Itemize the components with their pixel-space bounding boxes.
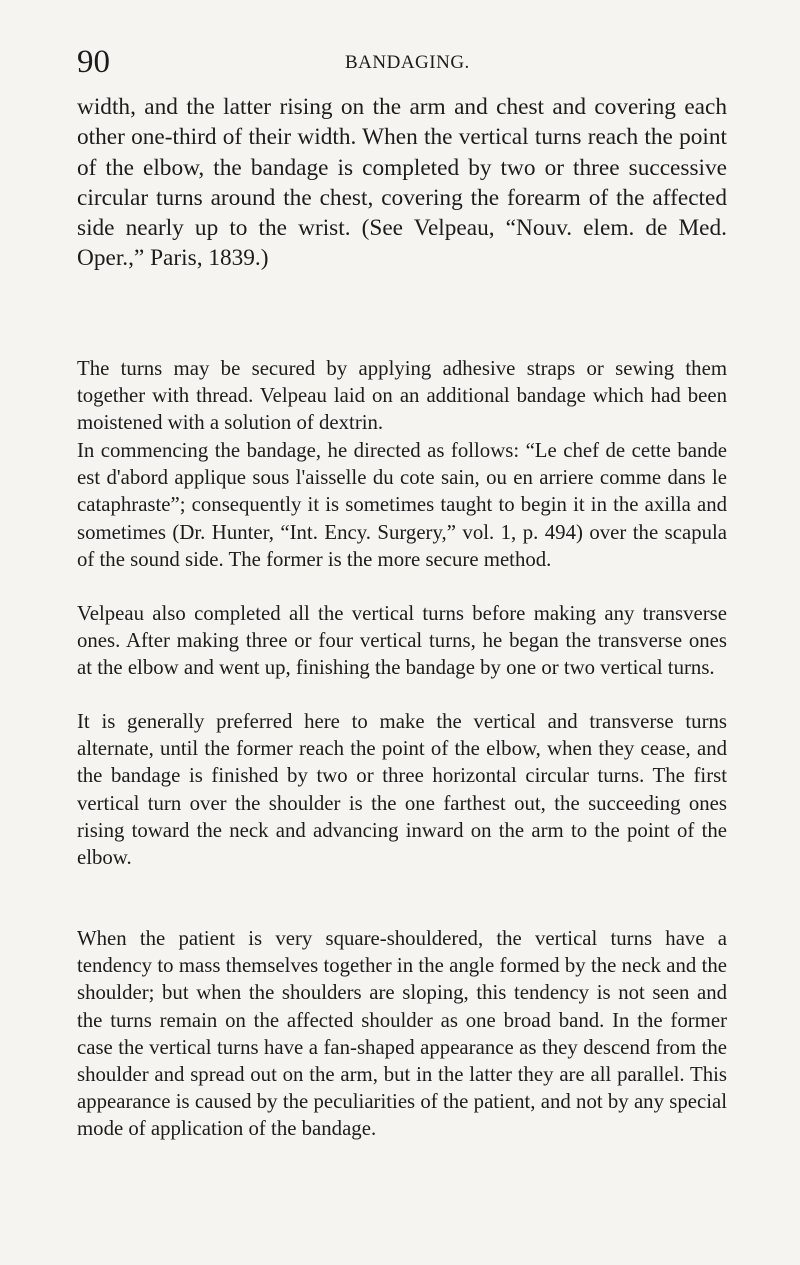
paragraph-securing-turns: The turns may be secured by applying adhesive straps or sewing them together with thread. Velpeau laid on an additional bandage which had been moistened with a solution of dextrin. bbox=[77, 357, 727, 435]
running-title: BANDAGING. bbox=[345, 52, 470, 73]
paragraph-velpeau-method: Velpeau also completed all the vertical turns before making any transverse ones. After making three or four vertical turns, he began the transverse ones at the elbow and went up, finishing the bandage by one or two vertical turns. bbox=[77, 602, 727, 680]
page-number: 90 bbox=[77, 44, 110, 80]
running-head bbox=[0, 40, 800, 80]
paragraph-continuation: width, and the latter rising on the arm and chest and covering each other one-third of their width. When the vertical turns reach the point of the elbow, the bandage is completed by two or three successive circular turns around the chest, covering the forearm of the affected side nearly up to the wrist. (See Velpeau, “Nouv. elem. de Med. Oper.,” Paris, 1839.) bbox=[77, 94, 727, 272]
paragraph-alternate-turns: It is generally preferred here to make the vertical and transverse turns alternate, until the former reach the point of the elbow, when they cease, and the bandage is finished by two or three horizontal circular turns. The first vertical turn over the shoulder is the one farthest out, the succeeding ones rising toward the neck and advancing inward on the arm to the point of the elbow. bbox=[77, 710, 727, 870]
paragraph-patient-shoulders: When the patient is very square-shouldered, the vertical turns have a tendency to mass themselves together in the angle formed by the neck and the shoulder; but when the shoulders are sloping, this tendency is not seen and the turns remain on the affected shoulder as one broad band. In the former case the vertical turns have a fan-shaped appearance as they descend from the shoulder and spread out on the arm, but in the latter they are all parallel. This appearance is caused by the peculiarities of the patient, and not by any special mode of application of the bandage. bbox=[77, 927, 727, 1141]
paragraph-commencing: In commencing the bandage, he directed as follows: “Le chef de cette bande est d'abord applique sous l'aisselle du cote sain, ou en arriere comme dans le cataphraste”; consequently it is sometimes taught to begin it in the axilla and sometimes (Dr. Hunter, “Int. Ency. Surgery,” vol. 1, p. 494) over the scapula of the sound side. The former is the more secure method. bbox=[77, 439, 727, 571]
